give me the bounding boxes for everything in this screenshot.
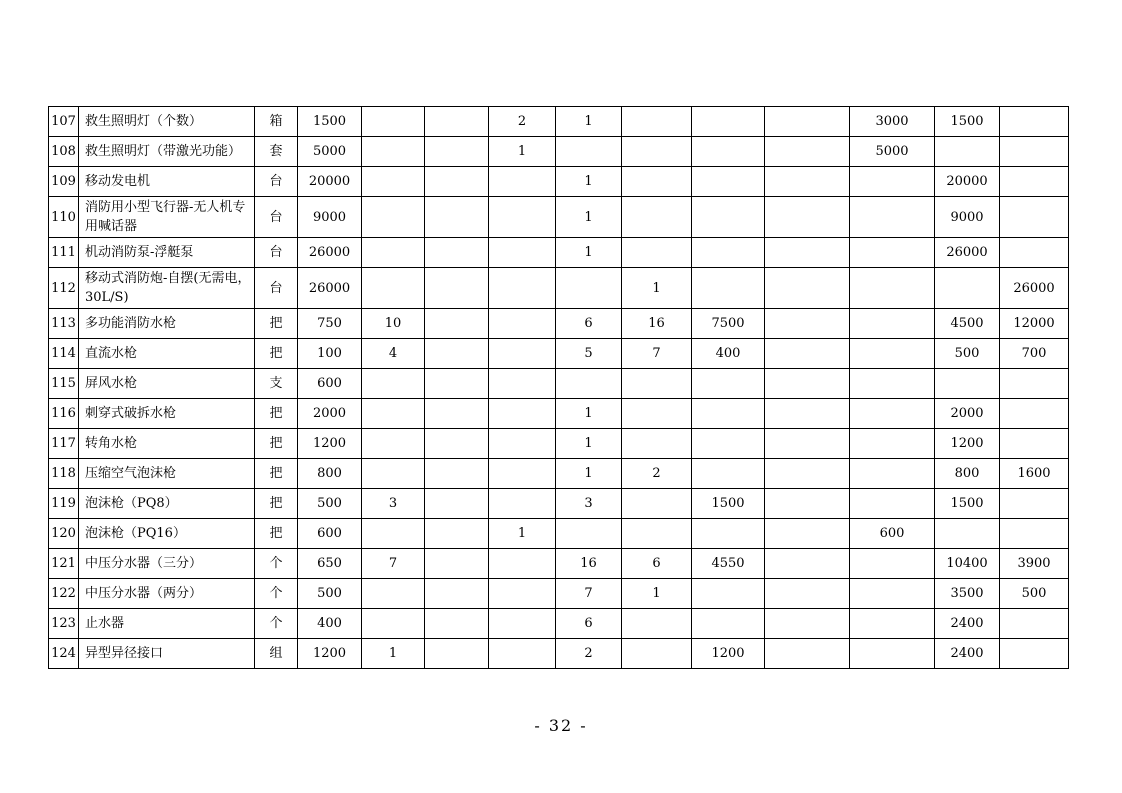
table-row bbox=[49, 549, 1069, 579]
quantity-cell-c2 bbox=[425, 107, 489, 137]
table-row bbox=[49, 137, 1069, 167]
quantity-cell-c6 bbox=[692, 609, 765, 639]
row-number-cell: 109 bbox=[49, 167, 79, 197]
quantity-cell-c3 bbox=[489, 399, 556, 429]
quantity-cell-c4: 1 bbox=[556, 429, 622, 459]
quantity-cell-c6 bbox=[692, 238, 765, 268]
quantity-cell-c10: 26000 bbox=[1000, 268, 1069, 309]
unit-cell: 个 bbox=[255, 579, 298, 609]
quantity-cell-c8 bbox=[850, 197, 935, 238]
quantity-cell-c8: 3000 bbox=[850, 107, 935, 137]
quantity-cell-c5 bbox=[622, 369, 692, 399]
quantity-cell-c10 bbox=[1000, 609, 1069, 639]
quantity-cell-c10 bbox=[1000, 429, 1069, 459]
item-name-cell: 泡沫枪（PQ16） bbox=[79, 519, 255, 549]
unit-cell: 台 bbox=[255, 268, 298, 309]
quantity-cell-c3: 1 bbox=[489, 137, 556, 167]
quantity-cell-c7 bbox=[765, 309, 850, 339]
quantity-cell-c5 bbox=[622, 639, 692, 669]
quantity-cell-c1 bbox=[362, 268, 425, 309]
quantity-cell-c6 bbox=[692, 107, 765, 137]
unit-price-cell: 26000 bbox=[298, 238, 362, 268]
quantity-cell-c8 bbox=[850, 369, 935, 399]
item-name-cell: 机动消防泵-浮艇泵 bbox=[79, 238, 255, 268]
quantity-cell-c6: 1200 bbox=[692, 639, 765, 669]
quantity-cell-c10 bbox=[1000, 369, 1069, 399]
quantity-cell-c7 bbox=[765, 579, 850, 609]
quantity-cell-c5: 16 bbox=[622, 309, 692, 339]
quantity-cell-c4: 16 bbox=[556, 549, 622, 579]
unit-price-cell: 600 bbox=[298, 519, 362, 549]
unit-price-cell: 1200 bbox=[298, 639, 362, 669]
quantity-cell-c8 bbox=[850, 429, 935, 459]
table-row bbox=[49, 107, 1069, 137]
row-number-cell: 111 bbox=[49, 238, 79, 268]
quantity-cell-c10 bbox=[1000, 167, 1069, 197]
quantity-cell-c2 bbox=[425, 197, 489, 238]
unit-price-cell: 5000 bbox=[298, 137, 362, 167]
quantity-cell-c2 bbox=[425, 137, 489, 167]
quantity-cell-c8 bbox=[850, 639, 935, 669]
quantity-cell-c8 bbox=[850, 309, 935, 339]
table-row bbox=[49, 197, 1069, 238]
unit-cell: 组 bbox=[255, 639, 298, 669]
unit-price-cell: 500 bbox=[298, 579, 362, 609]
quantity-cell-c8 bbox=[850, 489, 935, 519]
quantity-cell-c9: 9000 bbox=[935, 197, 1000, 238]
quantity-cell-c8 bbox=[850, 609, 935, 639]
quantity-cell-c2 bbox=[425, 339, 489, 369]
row-number-cell: 114 bbox=[49, 339, 79, 369]
quantity-cell-c7 bbox=[765, 549, 850, 579]
quantity-cell-c9: 10400 bbox=[935, 549, 1000, 579]
quantity-cell-c4: 1 bbox=[556, 459, 622, 489]
table-row bbox=[49, 519, 1069, 549]
quantity-cell-c3 bbox=[489, 369, 556, 399]
item-name-cell: 多功能消防水枪 bbox=[79, 309, 255, 339]
equipment-table bbox=[48, 106, 1069, 669]
quantity-cell-c2 bbox=[425, 399, 489, 429]
quantity-cell-c8 bbox=[850, 268, 935, 309]
table-row bbox=[49, 309, 1069, 339]
item-name-cell: 移动发电机 bbox=[79, 167, 255, 197]
unit-cell: 台 bbox=[255, 238, 298, 268]
row-number-cell: 115 bbox=[49, 369, 79, 399]
item-name-cell: 移动式消防炮-自摆(无需电，30L/S) bbox=[79, 268, 255, 309]
row-number-cell: 123 bbox=[49, 609, 79, 639]
quantity-cell-c4: 1 bbox=[556, 399, 622, 429]
quantity-cell-c8 bbox=[850, 339, 935, 369]
item-name-cell: 救生照明灯（个数） bbox=[79, 107, 255, 137]
row-number-cell: 124 bbox=[49, 639, 79, 669]
quantity-cell-c9 bbox=[935, 519, 1000, 549]
quantity-cell-c8 bbox=[850, 549, 935, 579]
quantity-cell-c2 bbox=[425, 459, 489, 489]
quantity-cell-c7 bbox=[765, 238, 850, 268]
row-number-cell: 122 bbox=[49, 579, 79, 609]
row-number-cell: 120 bbox=[49, 519, 79, 549]
quantity-cell-c4: 1 bbox=[556, 238, 622, 268]
quantity-cell-c10 bbox=[1000, 197, 1069, 238]
quantity-cell-c1 bbox=[362, 579, 425, 609]
quantity-cell-c6 bbox=[692, 579, 765, 609]
quantity-cell-c1: 1 bbox=[362, 639, 425, 669]
unit-cell: 把 bbox=[255, 309, 298, 339]
quantity-cell-c6: 7500 bbox=[692, 309, 765, 339]
quantity-cell-c1 bbox=[362, 519, 425, 549]
table-row bbox=[49, 268, 1069, 309]
quantity-cell-c7 bbox=[765, 609, 850, 639]
quantity-cell-c7 bbox=[765, 167, 850, 197]
quantity-cell-c9: 2400 bbox=[935, 609, 1000, 639]
quantity-cell-c10 bbox=[1000, 399, 1069, 429]
quantity-cell-c7 bbox=[765, 399, 850, 429]
quantity-cell-c7 bbox=[765, 489, 850, 519]
unit-price-cell: 400 bbox=[298, 609, 362, 639]
quantity-cell-c10: 12000 bbox=[1000, 309, 1069, 339]
quantity-cell-c10: 700 bbox=[1000, 339, 1069, 369]
table-row bbox=[49, 399, 1069, 429]
row-number-cell: 118 bbox=[49, 459, 79, 489]
item-name-cell: 泡沫枪（PQ8） bbox=[79, 489, 255, 519]
quantity-cell-c7 bbox=[765, 339, 850, 369]
quantity-cell-c7 bbox=[765, 137, 850, 167]
quantity-cell-c4 bbox=[556, 369, 622, 399]
row-number-cell: 117 bbox=[49, 429, 79, 459]
item-name-cell: 刺穿式破拆水枪 bbox=[79, 399, 255, 429]
item-name-cell: 转角水枪 bbox=[79, 429, 255, 459]
unit-cell: 个 bbox=[255, 609, 298, 639]
quantity-cell-c4 bbox=[556, 519, 622, 549]
table-row bbox=[49, 639, 1069, 669]
quantity-cell-c9 bbox=[935, 268, 1000, 309]
unit-cell: 支 bbox=[255, 369, 298, 399]
quantity-cell-c4 bbox=[556, 137, 622, 167]
quantity-cell-c6 bbox=[692, 459, 765, 489]
quantity-cell-c3 bbox=[489, 579, 556, 609]
item-name-cell: 异型异径接口 bbox=[79, 639, 255, 669]
quantity-cell-c4: 2 bbox=[556, 639, 622, 669]
quantity-cell-c9: 1500 bbox=[935, 489, 1000, 519]
unit-price-cell: 750 bbox=[298, 309, 362, 339]
unit-cell: 台 bbox=[255, 167, 298, 197]
quantity-cell-c5: 1 bbox=[622, 268, 692, 309]
quantity-cell-c2 bbox=[425, 639, 489, 669]
table-row bbox=[49, 609, 1069, 639]
quantity-cell-c2 bbox=[425, 238, 489, 268]
equipment-table-body bbox=[49, 107, 1069, 669]
quantity-cell-c2 bbox=[425, 489, 489, 519]
quantity-cell-c1 bbox=[362, 369, 425, 399]
item-name-cell: 中压分水器（三分） bbox=[79, 549, 255, 579]
quantity-cell-c2 bbox=[425, 268, 489, 309]
quantity-cell-c3: 2 bbox=[489, 107, 556, 137]
quantity-cell-c1 bbox=[362, 238, 425, 268]
quantity-cell-c9: 3500 bbox=[935, 579, 1000, 609]
item-name-cell: 中压分水器（两分） bbox=[79, 579, 255, 609]
quantity-cell-c6 bbox=[692, 137, 765, 167]
quantity-cell-c5 bbox=[622, 238, 692, 268]
unit-price-cell: 1200 bbox=[298, 429, 362, 459]
quantity-cell-c2 bbox=[425, 309, 489, 339]
unit-price-cell: 9000 bbox=[298, 197, 362, 238]
quantity-cell-c5: 6 bbox=[622, 549, 692, 579]
unit-cell: 把 bbox=[255, 459, 298, 489]
quantity-cell-c10: 1600 bbox=[1000, 459, 1069, 489]
unit-price-cell: 2000 bbox=[298, 399, 362, 429]
quantity-cell-c3 bbox=[489, 609, 556, 639]
quantity-cell-c9: 4500 bbox=[935, 309, 1000, 339]
quantity-cell-c5 bbox=[622, 429, 692, 459]
quantity-cell-c5 bbox=[622, 167, 692, 197]
unit-price-cell: 600 bbox=[298, 369, 362, 399]
quantity-cell-c5 bbox=[622, 519, 692, 549]
quantity-cell-c6 bbox=[692, 369, 765, 399]
quantity-cell-c8 bbox=[850, 459, 935, 489]
quantity-cell-c5: 2 bbox=[622, 459, 692, 489]
quantity-cell-c9: 1500 bbox=[935, 107, 1000, 137]
quantity-cell-c3 bbox=[489, 339, 556, 369]
quantity-cell-c4: 7 bbox=[556, 579, 622, 609]
quantity-cell-c10 bbox=[1000, 107, 1069, 137]
item-name-cell: 止水器 bbox=[79, 609, 255, 639]
quantity-cell-c6: 4550 bbox=[692, 549, 765, 579]
unit-cell: 套 bbox=[255, 137, 298, 167]
row-number-cell: 116 bbox=[49, 399, 79, 429]
quantity-cell-c5 bbox=[622, 399, 692, 429]
row-number-cell: 110 bbox=[49, 197, 79, 238]
quantity-cell-c1 bbox=[362, 399, 425, 429]
quantity-cell-c8: 600 bbox=[850, 519, 935, 549]
quantity-cell-c10 bbox=[1000, 519, 1069, 549]
row-number-cell: 113 bbox=[49, 309, 79, 339]
quantity-cell-c2 bbox=[425, 519, 489, 549]
table-row bbox=[49, 429, 1069, 459]
quantity-cell-c2 bbox=[425, 549, 489, 579]
quantity-cell-c9: 20000 bbox=[935, 167, 1000, 197]
row-number-cell: 108 bbox=[49, 137, 79, 167]
quantity-cell-c9 bbox=[935, 137, 1000, 167]
row-number-cell: 107 bbox=[49, 107, 79, 137]
quantity-cell-c2 bbox=[425, 369, 489, 399]
quantity-cell-c3: 1 bbox=[489, 519, 556, 549]
quantity-cell-c7 bbox=[765, 369, 850, 399]
quantity-cell-c3 bbox=[489, 489, 556, 519]
quantity-cell-c9: 1200 bbox=[935, 429, 1000, 459]
table-row bbox=[49, 238, 1069, 268]
unit-price-cell: 500 bbox=[298, 489, 362, 519]
quantity-cell-c1 bbox=[362, 167, 425, 197]
table-row bbox=[49, 459, 1069, 489]
quantity-cell-c10 bbox=[1000, 238, 1069, 268]
quantity-cell-c6 bbox=[692, 268, 765, 309]
quantity-cell-c8: 5000 bbox=[850, 137, 935, 167]
quantity-cell-c7 bbox=[765, 429, 850, 459]
quantity-cell-c7 bbox=[765, 519, 850, 549]
quantity-cell-c3 bbox=[489, 197, 556, 238]
quantity-cell-c5 bbox=[622, 197, 692, 238]
quantity-cell-c4: 1 bbox=[556, 167, 622, 197]
quantity-cell-c6 bbox=[692, 399, 765, 429]
quantity-cell-c10 bbox=[1000, 639, 1069, 669]
quantity-cell-c5 bbox=[622, 107, 692, 137]
quantity-cell-c5 bbox=[622, 489, 692, 519]
quantity-cell-c8 bbox=[850, 579, 935, 609]
unit-price-cell: 1500 bbox=[298, 107, 362, 137]
quantity-cell-c3 bbox=[489, 309, 556, 339]
quantity-cell-c1 bbox=[362, 197, 425, 238]
unit-cell: 把 bbox=[255, 429, 298, 459]
quantity-cell-c9: 26000 bbox=[935, 238, 1000, 268]
quantity-cell-c8 bbox=[850, 238, 935, 268]
quantity-cell-c9: 500 bbox=[935, 339, 1000, 369]
quantity-cell-c10: 500 bbox=[1000, 579, 1069, 609]
quantity-cell-c7 bbox=[765, 107, 850, 137]
unit-cell: 把 bbox=[255, 339, 298, 369]
quantity-cell-c1 bbox=[362, 107, 425, 137]
quantity-cell-c1: 3 bbox=[362, 489, 425, 519]
quantity-cell-c2 bbox=[425, 579, 489, 609]
quantity-cell-c7 bbox=[765, 197, 850, 238]
quantity-cell-c5 bbox=[622, 137, 692, 167]
quantity-cell-c9 bbox=[935, 369, 1000, 399]
unit-cell: 把 bbox=[255, 519, 298, 549]
quantity-cell-c3 bbox=[489, 459, 556, 489]
quantity-cell-c4: 1 bbox=[556, 197, 622, 238]
row-number-cell: 112 bbox=[49, 268, 79, 309]
quantity-cell-c3 bbox=[489, 549, 556, 579]
quantity-cell-c6: 400 bbox=[692, 339, 765, 369]
unit-cell: 把 bbox=[255, 399, 298, 429]
unit-cell: 台 bbox=[255, 197, 298, 238]
unit-cell: 把 bbox=[255, 489, 298, 519]
quantity-cell-c3 bbox=[489, 429, 556, 459]
quantity-cell-c5: 7 bbox=[622, 339, 692, 369]
quantity-cell-c1 bbox=[362, 137, 425, 167]
quantity-cell-c1: 4 bbox=[362, 339, 425, 369]
quantity-cell-c8 bbox=[850, 399, 935, 429]
quantity-cell-c10 bbox=[1000, 137, 1069, 167]
quantity-cell-c2 bbox=[425, 167, 489, 197]
quantity-cell-c3 bbox=[489, 268, 556, 309]
quantity-cell-c10 bbox=[1000, 489, 1069, 519]
quantity-cell-c7 bbox=[765, 639, 850, 669]
table-row bbox=[49, 167, 1069, 197]
quantity-cell-c6 bbox=[692, 519, 765, 549]
quantity-cell-c5 bbox=[622, 609, 692, 639]
row-number-cell: 119 bbox=[49, 489, 79, 519]
quantity-cell-c1 bbox=[362, 609, 425, 639]
quantity-cell-c5: 1 bbox=[622, 579, 692, 609]
table-row bbox=[49, 369, 1069, 399]
unit-price-cell: 20000 bbox=[298, 167, 362, 197]
quantity-cell-c4 bbox=[556, 268, 622, 309]
quantity-cell-c9: 2000 bbox=[935, 399, 1000, 429]
quantity-cell-c4: 5 bbox=[556, 339, 622, 369]
table-row bbox=[49, 489, 1069, 519]
item-name-cell: 屏风水枪 bbox=[79, 369, 255, 399]
item-name-cell: 直流水枪 bbox=[79, 339, 255, 369]
quantity-cell-c7 bbox=[765, 268, 850, 309]
quantity-cell-c2 bbox=[425, 609, 489, 639]
quantity-cell-c1: 10 bbox=[362, 309, 425, 339]
quantity-cell-c4: 6 bbox=[556, 609, 622, 639]
quantity-cell-c9: 800 bbox=[935, 459, 1000, 489]
quantity-cell-c6: 1500 bbox=[692, 489, 765, 519]
quantity-cell-c8 bbox=[850, 167, 935, 197]
quantity-cell-c2 bbox=[425, 429, 489, 459]
unit-price-cell: 100 bbox=[298, 339, 362, 369]
quantity-cell-c6 bbox=[692, 167, 765, 197]
quantity-cell-c9: 2400 bbox=[935, 639, 1000, 669]
item-name-cell: 救生照明灯（带激光功能） bbox=[79, 137, 255, 167]
page-number: - 32 - bbox=[534, 716, 588, 735]
table-row bbox=[49, 339, 1069, 369]
quantity-cell-c3 bbox=[489, 167, 556, 197]
quantity-cell-c1: 7 bbox=[362, 549, 425, 579]
unit-cell: 个 bbox=[255, 549, 298, 579]
unit-price-cell: 800 bbox=[298, 459, 362, 489]
item-name-cell: 压缩空气泡沫枪 bbox=[79, 459, 255, 489]
quantity-cell-c1 bbox=[362, 459, 425, 489]
unit-price-cell: 26000 bbox=[298, 268, 362, 309]
row-number-cell: 121 bbox=[49, 549, 79, 579]
quantity-cell-c3 bbox=[489, 639, 556, 669]
item-name-cell: 消防用小型飞行器-无人机专用喊话器 bbox=[79, 197, 255, 238]
unit-cell: 箱 bbox=[255, 107, 298, 137]
table-row bbox=[49, 579, 1069, 609]
quantity-cell-c4: 3 bbox=[556, 489, 622, 519]
quantity-cell-c6 bbox=[692, 429, 765, 459]
quantity-cell-c4: 6 bbox=[556, 309, 622, 339]
quantity-cell-c1 bbox=[362, 429, 425, 459]
unit-price-cell: 650 bbox=[298, 549, 362, 579]
quantity-cell-c4: 1 bbox=[556, 107, 622, 137]
quantity-cell-c7 bbox=[765, 459, 850, 489]
quantity-cell-c10: 3900 bbox=[1000, 549, 1069, 579]
quantity-cell-c3 bbox=[489, 238, 556, 268]
quantity-cell-c6 bbox=[692, 197, 765, 238]
